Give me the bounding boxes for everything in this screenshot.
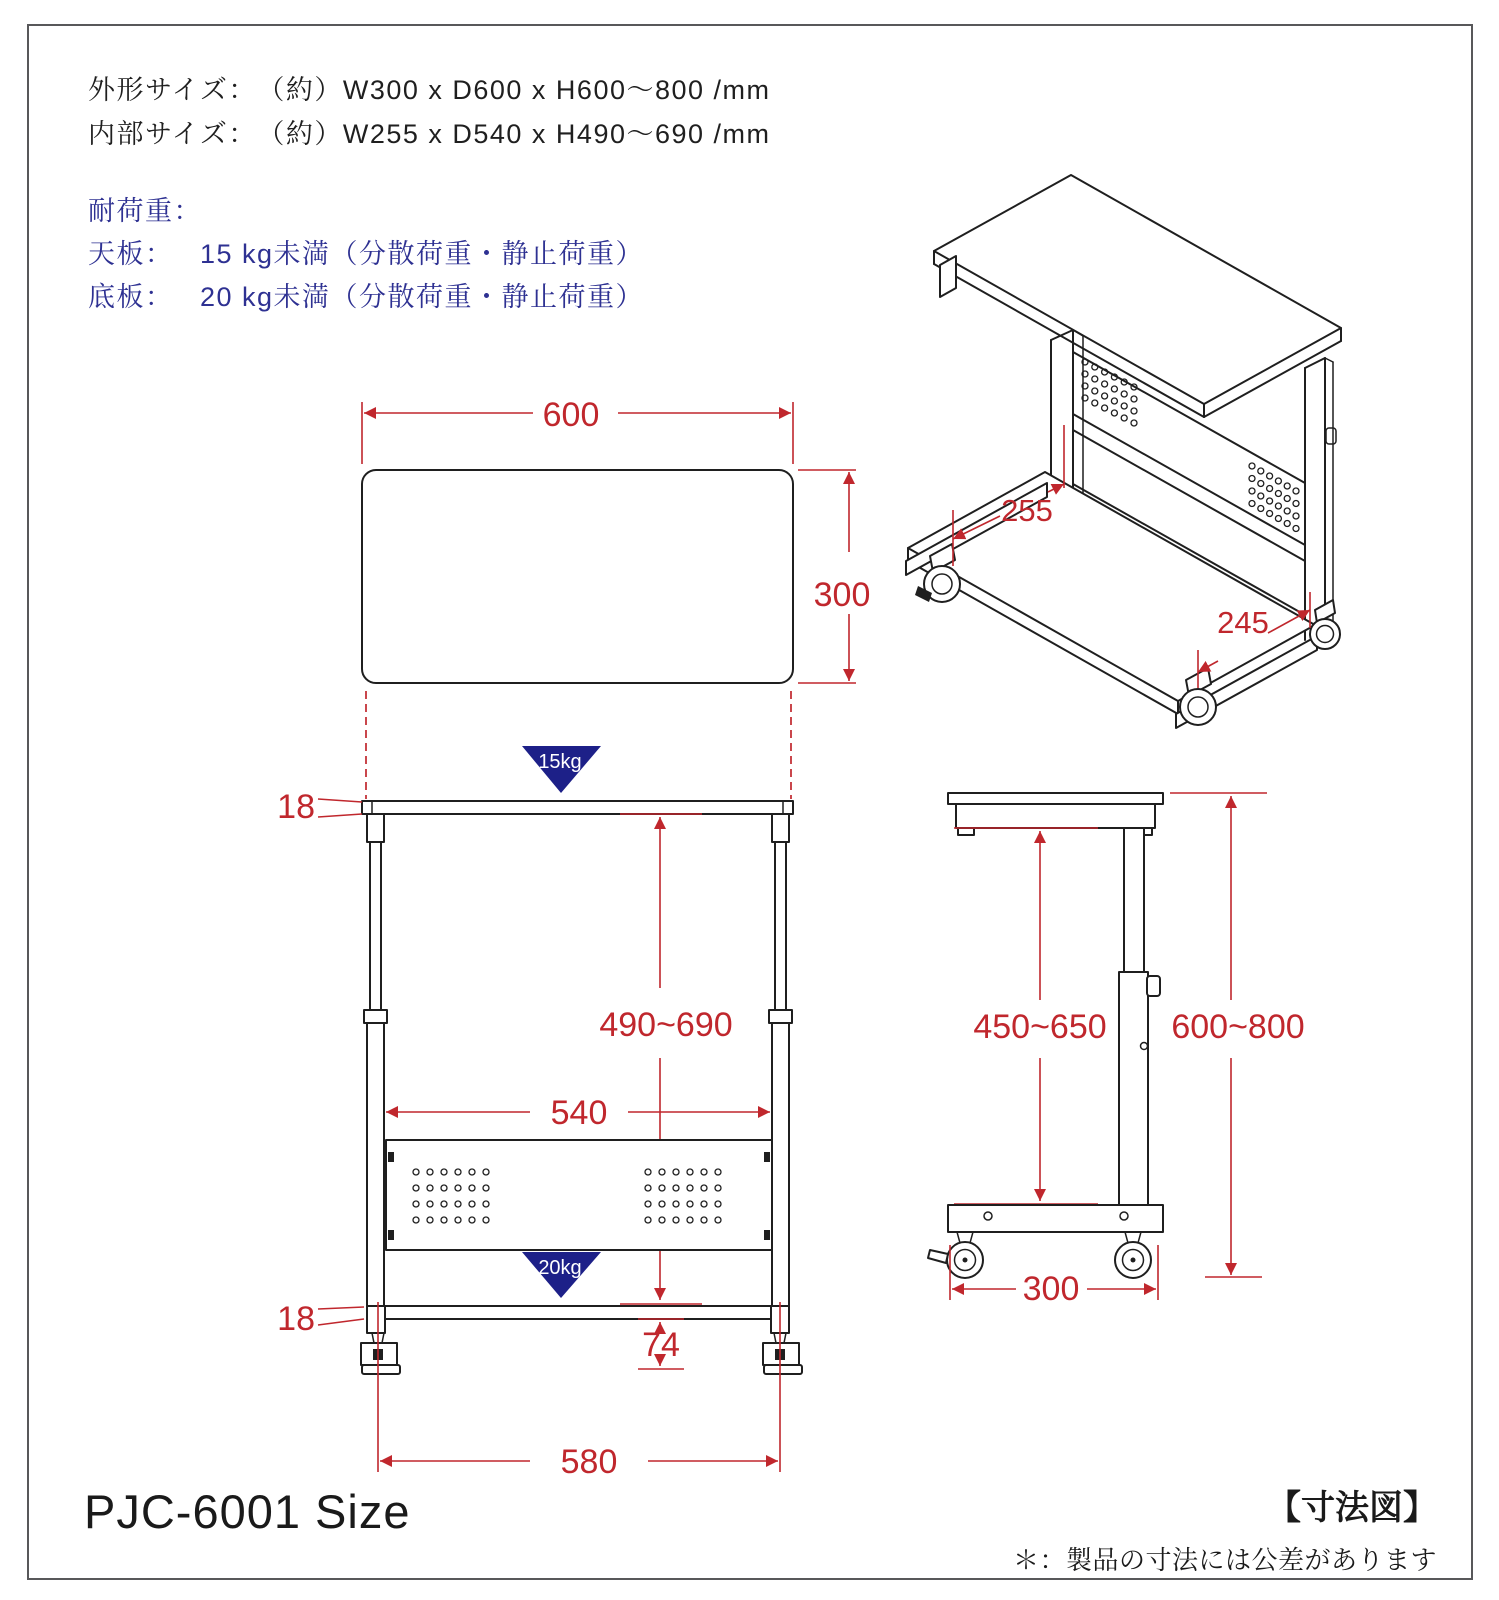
inner-size-label: 内部サイズ： (88, 119, 257, 149)
side-base (948, 1205, 1163, 1232)
dim-side-overall-height (1170, 793, 1305, 1277)
front-right-caster (763, 1333, 802, 1374)
iso-caster-back-right (1310, 600, 1340, 649)
side-column (1119, 828, 1160, 1205)
dim-side-overall-height-label: 600~800 (1171, 1008, 1305, 1046)
load-marker-top-label: 15kg (538, 751, 582, 773)
dim-front-bottom-thickness-label: 18 (277, 1300, 315, 1338)
load-marker-top (522, 746, 601, 793)
iso-top-board (934, 175, 1341, 417)
dim-front-outer-width (378, 1302, 780, 1481)
dim-front-top-thickness-label: 18 (277, 788, 315, 826)
load-title: 耐荷重： (88, 196, 202, 226)
dim-side-base-depth-label: 300 (1022, 1270, 1080, 1308)
side-height-knob (1147, 976, 1160, 996)
load-marker-bottom-label: 20kg (538, 1257, 582, 1279)
top-view (362, 396, 870, 799)
side-left-caster (928, 1232, 983, 1278)
side-view (928, 793, 1305, 1308)
tabletop-outline (362, 470, 793, 683)
dim-top-depth-label: 300 (813, 576, 871, 614)
side-right-caster (1115, 1232, 1151, 1278)
iso-height-knob (1326, 428, 1336, 444)
load-top-value: 15 kg未満（分散荷重・静止荷重） (200, 239, 645, 269)
inner-size-value: （約）W255 x D540 x H490～690 /mm (270, 119, 771, 149)
dim-front-inner-height-label: 490~690 (599, 1006, 733, 1044)
front-view (277, 746, 802, 1481)
isometric-view (906, 175, 1341, 728)
dim-side-inner-height-label: 450~650 (973, 1008, 1107, 1046)
front-left-caster (361, 1333, 400, 1374)
dim-iso-inner-width-label: 255 (1001, 493, 1053, 528)
load-bottom-label: 底板： (88, 282, 174, 312)
dim-top-depth (798, 470, 870, 683)
dim-iso-inner-depth-label: 245 (1217, 605, 1269, 640)
front-perforated-panel (386, 1140, 772, 1250)
model-title: PJC-6001 Size (84, 1485, 411, 1538)
dim-front-bottom-thickness (277, 1300, 364, 1338)
iso-board-bracket (940, 256, 956, 297)
dim-front-inner-width (386, 1094, 770, 1132)
dim-front-outer-width-label: 580 (560, 1443, 618, 1481)
dim-top-width (362, 396, 793, 464)
dim-front-floor-clearance-label: 74 (642, 1326, 680, 1364)
load-bottom-value: 20 kg未満（分散荷重・静止荷重） (200, 282, 645, 312)
tolerance-note: ＊：製品の寸法には公差があります (1012, 1545, 1437, 1575)
outer-size-value: （約）W300 x D600 x H600～800 /mm (270, 75, 771, 105)
side-caster-lock-lever (928, 1250, 948, 1263)
front-left-leg (364, 814, 387, 1306)
outer-size-label: 外形サイズ： (88, 75, 257, 105)
dim-top-width-label: 600 (542, 396, 600, 434)
load-marker-bottom (522, 1252, 601, 1298)
dim-front-inner-width-label: 540 (550, 1094, 608, 1132)
dim-front-top-thickness (277, 788, 362, 826)
diagram-tag: 【寸法図】 (1267, 1489, 1437, 1527)
front-top-plate (362, 801, 793, 814)
front-bottom-shelf (367, 1306, 789, 1333)
dim-front-floor-clearance (638, 1319, 684, 1369)
load-top-label: 天板： (88, 239, 174, 269)
dim-side-inner-height (954, 828, 1107, 1204)
